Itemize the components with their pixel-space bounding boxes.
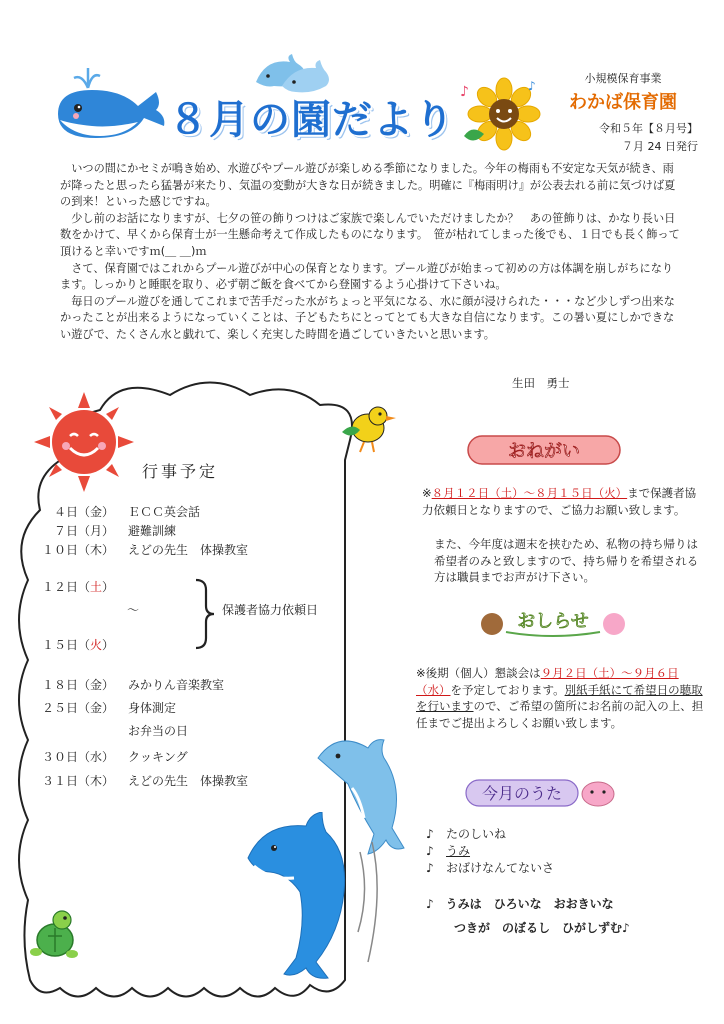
schedule-event: クッキング [128,750,188,764]
issue-date: ７月 24 日発行 [622,140,698,153]
svg-text:♪: ♪ [460,84,469,100]
oshirase-notice: ※後期（個人）懇談会は９月２日（土）～９月６日（水）を予定しております。別紙手紙にて希望日の聴取を行いますので、ご希望の箇所にお名前の記入の上、担任までご提出よろしくお願い致します。 [416,666,704,730]
schedule-row [40,699,176,716]
schedule-title: 行事予定 [142,462,219,481]
whale-illustration [52,66,172,146]
page-title: ８月の園だより [168,97,455,143]
title-block [168,88,458,148]
schedule-event: えどの先生 体操教室 [128,543,249,557]
schedule-date: ４日（金） [53,505,114,519]
intro-paragraph: いつの間にかセミが鳴き始め、水遊びやプール遊びが楽しめる季節になりました。今年の梅雨も不安定な天気が続き、雨が降ったと思ったら猛暑が来たり、気温の変動が大きな日が続きました。明確に『梅雨明け』が公表去れる前に気づけば夏の到来！といった感じですね。 [60,162,676,209]
turtle-illustration [30,906,80,966]
bird-illustration [338,398,398,454]
schedule-row [40,522,176,539]
sunflower-illustration [458,76,542,152]
svg-text:♪: ♪ [528,79,536,93]
onegai-date-range: ８月１２日（土）～８月１５日（火） [431,486,628,500]
schedule-event: 避難訓練 [128,524,177,538]
notice-mark: ※ [416,666,426,680]
schedule-row [40,676,224,693]
oshirase-date-range: ９月２日（土）～９月６日（水） [416,666,679,697]
brace-icon [192,578,216,650]
schedule-row [40,772,248,789]
intro-text [60,161,680,344]
song-heading: 今月のうた [481,784,563,803]
author-name: 生田 勇士 [512,376,570,390]
schedule-row [40,722,188,739]
schedule-date: １０日（木） [41,543,114,557]
schedule-event: みかりん音楽教室 [128,678,225,692]
schedule-row [40,636,128,653]
song-title: おばけなんてないさ [446,861,555,875]
schedule-event: ＥＣＣ英会話 [128,505,201,519]
sun-illustration [34,392,134,492]
issue-label: 令和５年【８月号】 [599,122,698,135]
schedule-date: ２５日（金） [41,701,114,715]
schedule-date: ３０日（水） [41,750,114,764]
org-subtitle: 小規模保育事業 [584,72,662,85]
song-title: たのしいね [446,827,507,841]
schedule-date: ３１日（木） [41,774,114,788]
oshirase-banner [478,600,628,640]
schedule-row [40,541,248,558]
onegai-text: まで保護者協力依頼日となりますので、ご協力お願い致します。 [422,486,697,517]
schedule-date: １２日（土） [41,580,114,594]
org-block [548,70,698,154]
brace-label: 保護者協力依頼日 [222,603,319,617]
song-banner [462,772,618,812]
schedule-row [40,578,128,595]
schedule-event: お弁当の日 [128,724,189,738]
lyrics-line: つきが のぼるし ひがしずむ♪ [454,921,630,935]
intro-paragraph: 少し前のお話になりますが、七夕の笹の飾りつけはご家族で楽しんでいただけましたか？ あの笹飾りは、かなり長い日数をかけて、早くから保育士が一生懸命考えて作成したものになります。 笹が枯れてしまった後でも、１日でも長く飾って頂けると幸いですｍ(＿ ＿)ｍ [60,211,680,258]
schedule-row [40,748,188,765]
intro-paragraph: 毎日のプール遊びを通してこれまで苦手だった水がちょっと平気になる、水に顔が浸けられた・・・など少しずつ出来なかったことが出来るようになっていくことは、子どもたちにとってとても大きな自信になります。この暑い夏にしかできない遊びで、たくさん水と戯れて、楽しく充実した時間を過ごしていきたいと思います。 [60,294,675,341]
lyrics-line: ♪ うみは ひろいな おおきいな [426,897,614,911]
schedule-row [40,503,200,520]
oshirase-heading: おしらせ [517,611,589,632]
song-list [426,826,554,877]
org-name: わかば保育園 [569,92,677,113]
list-item: ♪ たのしいね [426,827,507,841]
onegai-heading: おねがい [508,441,580,462]
song-title: うみ [446,844,471,858]
onegai-banner [466,432,622,468]
dolphin-blue-illustration [240,812,390,982]
schedule-event: えどの先生 体操教室 [128,774,249,788]
onegai-notice-2: また、今年度は週末を挟むため、私物の持ち帰りは希望者のみと致しますので、持ち帰りを希望される方は職員までお声がけ下さい。 [434,537,699,585]
schedule-event: 身体測定 [128,701,177,715]
onegai-notice [422,485,704,518]
schedule-date: １５日（火） [41,638,114,652]
song-lyrics [426,892,630,940]
range-tilde: 〜 [127,603,140,617]
intro-paragraph: さて、保育園ではこれからプール遊びが中心の保育となります。プール遊びが始まって初めの方は体調を崩しがちになります。しっかりと睡眠を取り、必ず朝ご飯を食べてから登園するよう心掛けて下さいね。 [60,261,674,292]
list-item: ♪ おばけなんてないさ [426,861,555,875]
schedule-date: ７日（月） [53,524,114,538]
list-item: ♪ うみ [426,844,471,858]
notice-mark: ※ [422,486,432,500]
schedule-date: １８日（金） [41,678,114,692]
